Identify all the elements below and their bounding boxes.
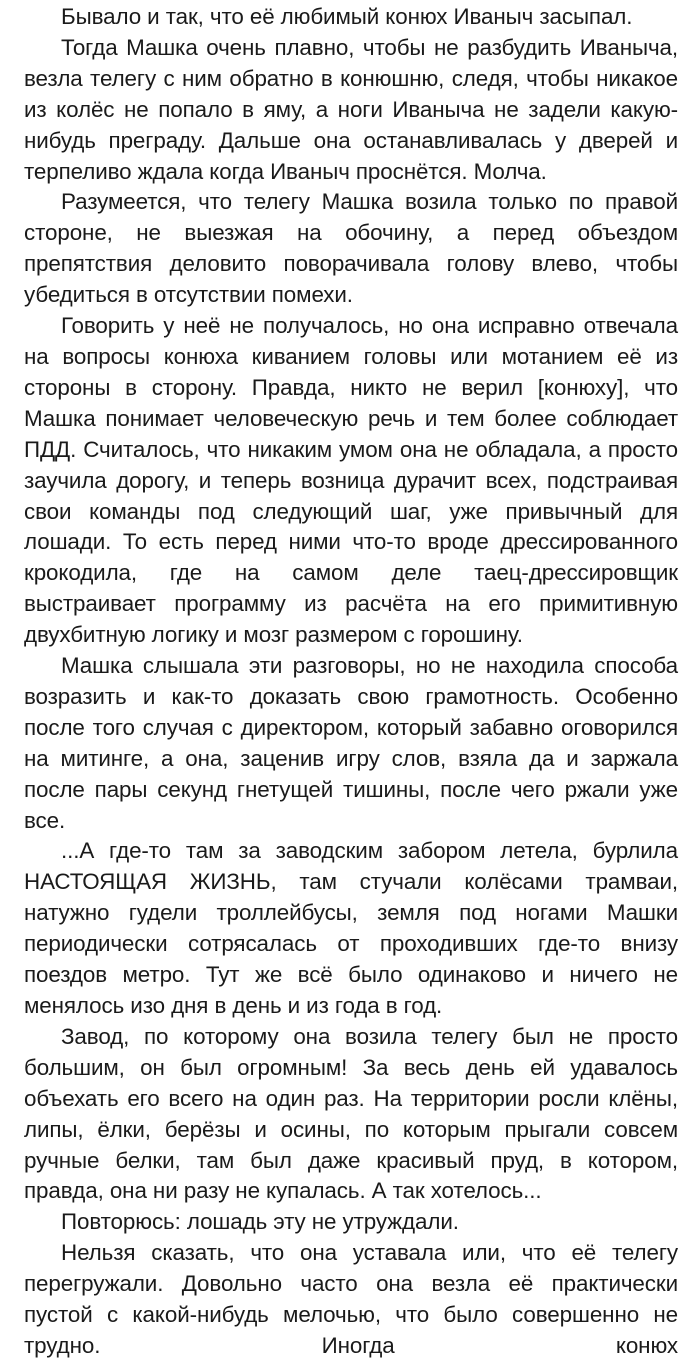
- paragraph-4: Говорить у неё не получалось, но она исправно отвечала на вопросы конюха киванием головы или мотанием её из стороны в сторону. Правда, никто не верил [конюху], что Машка понимает человеческую речь и тем более соблюдает ПДД. Считалось, что никаким умом она не обладала, а просто заучила дорогу, и теперь возница дурачит всех, подстраивая свои команды под следующий шаг, уже привычный для лошади. То есть перед ними что-то вроде дрессированного крокодила, где на самом деле таец-дрессировщик выстраивает программу из расчёта на его примитивную двухбитную логику и мозг размером с горошину.: [24, 313, 678, 648]
- paragraph-8: Повторюсь: лошадь эту не утруждали.: [61, 1209, 459, 1235]
- paragraph-5: Машка слышала эти разговоры, но не находила способа возразить и как-то доказать свою грамотность. Особенно после того случая с директором, который забавно оговорился на митинге, а она, заценив игру слов, взяла да и заржала после пары секунд гнетущей тишины, после чего ржали уже все.: [24, 653, 678, 833]
- paragraph-9: Нельзя сказать, что она уставала или, что её телегу перегружали. Довольно часто она везла её практически пустой с какой-нибудь мелочью, что было совершенно не трудно. Иногда конюх: [24, 1240, 678, 1358]
- paragraph-3: Разумеется, что телегу Машка возила только по правой стороне, не выезжая на обочину, а перед объездом препятствия деловито поворачивала голову влево, чтобы убедиться в отсутствии помехи.: [24, 189, 678, 308]
- paragraph-1: Бывало и так, что её любимый конюх Иваныч засыпал.: [61, 4, 633, 29]
- paragraph-6: ...А где-то там за заводским забором летела, бурлила НАСТОЯЩАЯ ЖИЗНЬ, там стучали колёсами трамваи, натужно гудели троллейбусы, земля под ногами Машки периодически сотрясалась от проходивших где-то внизу поездов метро. Тут же всё было одинаково и ничего не менялось изо дня в день и из года в год.: [24, 838, 678, 1018]
- paragraph-7: Завод, по которому она возила телегу был не просто большим, он был огромным! За весь день ей удавалось объехать его всего на один раз. На территории росли клёны, липы, ёлки, берёзы и осины, по которым прыгали совсем ручные белки, там был даже красивый пруд, в котором, правда, она ни разу не купалась. А так хотелось...: [24, 1023, 678, 1204]
- paragraph-2: Тогда Машка очень плавно, чтобы не разбудить Иваныча, везла телегу с ним обратно в конюшню, следя, чтобы никакое из колёс не попало в яму, а ноги Иваныча не задели какую-нибудь преграду. Дальше она останавливалась у дверей и терпеливо ждала когда Иваныч проснётся. Молча.: [24, 34, 678, 184]
- page-text: [24, 2, 678, 1362]
